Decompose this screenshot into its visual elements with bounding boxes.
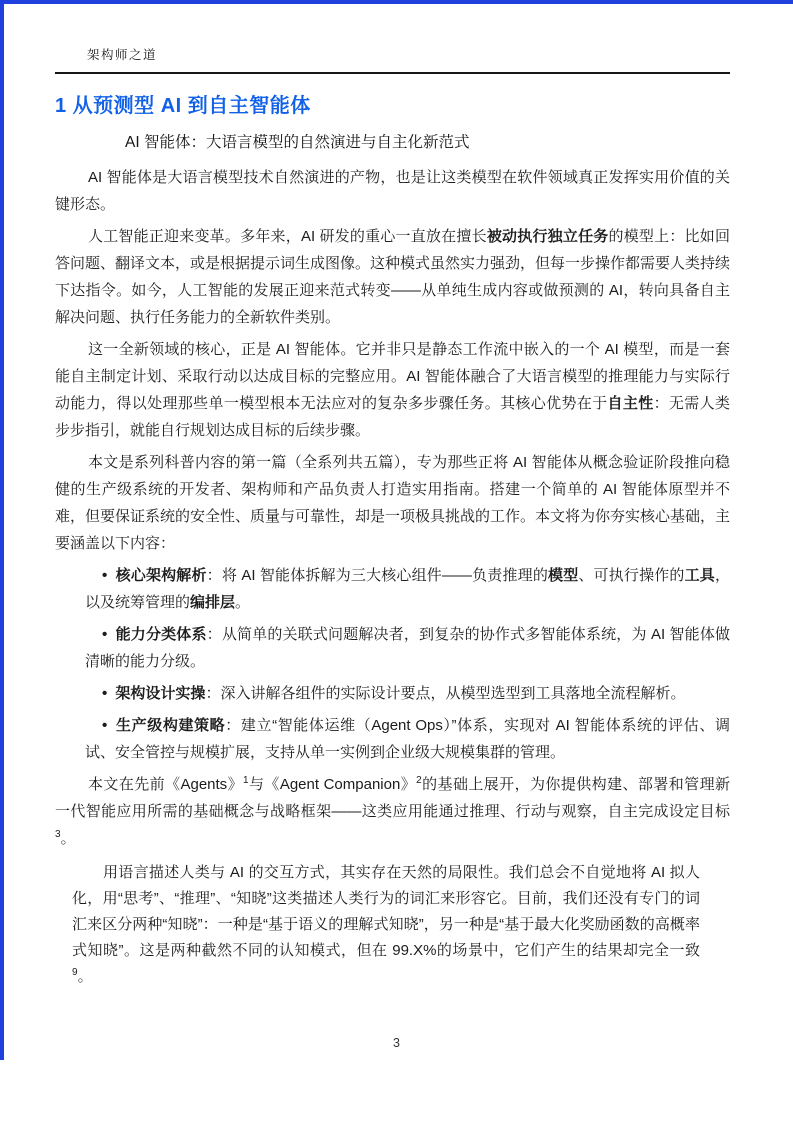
page-border-left-line xyxy=(0,0,4,1060)
paragraph-shift: 人工智能正迎来变革。多年来，AI 研发的重心一直放在擅长被动执行独立任务的模型上：比如回答问题、翻译文本，或是根据提示词生成图像。这种模式虽然实力强劲，但每一步操作都需要人类持续下达指令。如今，人工智能的发展正迎来范式转变——从单纯生成内容或做预测的 AI，转向具备自主解决问题、执行任务能力的全新软件类别。 xyxy=(55,228,731,326)
page-border-top-line xyxy=(0,0,793,4)
page-header xyxy=(55,46,730,74)
paragraph-references: 本文在先前《Agents》$^1$与《Agent Companion》$^2$的基础上展开，为你提供构建、部署和管理新一代智能应用所需的基础概念与战略框架——这类应用能通过推理、行动与观察，自主完成设定目标$^3$。 xyxy=(55,775,730,847)
article-subtitle: AI 智能体：大语言模型的自然演进与自主化新范式 xyxy=(125,134,470,151)
paragraph-core: 这一全新领域的核心，正是 AI 智能体。它并非只是静态工作流中嵌入的一个 AI 模型，而是一套能自主制定计划、采取行动以达成目标的完整应用。AI 智能体融合了大语言模型的推理能力与实际行动能力，得以处理那些单一模型根本无法应对的复杂多步骤任务。其核心优势在于自主性：无需人类步步指引，就能自行规划达成目标的后续步骤。 xyxy=(55,341,730,439)
paragraph-intro: AI 智能体是大语言模型技术自然演进的产物，也是让这类模型在软件领域真正发挥实用价值的关键形态。 xyxy=(55,169,730,213)
article-body xyxy=(55,164,730,990)
bullet-item-taxonomy: • 能力分类体系：从简单的关联式问题解决者，到复杂的协作式多智能体系统，为 AI 智能体做清晰的能力分级。 xyxy=(85,621,730,675)
paragraph-series: 本文是系列科普内容的第一篇（全系列共五篇），专为那些正将 AI 智能体从概念验证阶段推向稳健的生产级系统的开发者、架构师和产品负责人打造实用指南。搭建一个简单的 AI 智能体原型并不难，但要保证系统的安全性、质量与可靠性，却是一项极具挑战的工作。本文将为你夯实核心基础，主要涵盖以下内容： xyxy=(55,454,731,552)
block-quote: 用语言描述人类与 AI 的交互方式，其实存在天然的局限性。我们总会不自觉地将 AI 拟人化，用“思考”、“推理”、“知晓”这类描述人类行为的词汇来形容它。目前，我们还没有专门的词汇来区分两种“知晓”：一种是“基于语义的理解式知晓”，另一种是“基于最大化奖励函数的高概率式知晓”。这是两种截然不同的认知模式，但在 99.X%的场景中，它们产生的结果却完全一致$^9$。 xyxy=(72,864,700,985)
bullet-item-architecture: • 核心架构解析：将 AI 智能体拆解为三大核心组件——负责推理的模型、可执行操作的工具，以及统筹管理的编排层。 xyxy=(85,562,730,616)
bullet-item-design: • 架构设计实操：深入讲解各组件的实际设计要点，从模型选型到工具落地全流程解析。 xyxy=(85,680,730,707)
page-number: 3 xyxy=(393,1036,400,1050)
section-heading: 1 从预测型 AI 到自主智能体 xyxy=(55,95,311,117)
header-title: 架构师之道 xyxy=(87,48,158,62)
bullet-item-production: • 生产级构建策略：建立“智能体运维（Agent Ops）”体系，实现对 AI 智能体系统的评估、调试、安全管控与规模扩展，支持从单一实例到企业级大规模集群的管理。 xyxy=(85,712,730,766)
